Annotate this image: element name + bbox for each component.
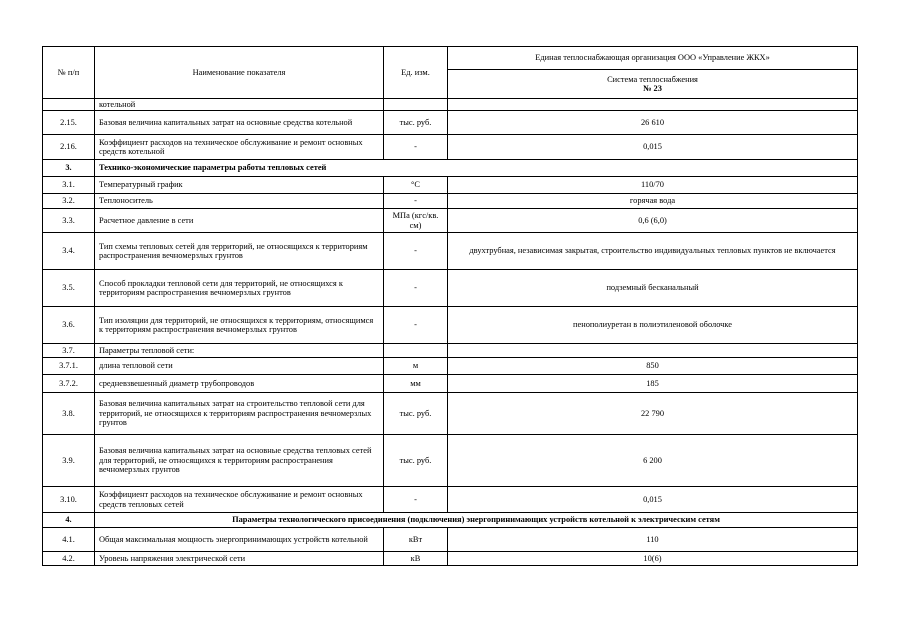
table-row: [43, 358, 858, 375]
table-row: [43, 270, 858, 307]
row-num: 3.8.: [43, 393, 95, 435]
header-system-label: Система теплоснабжения: [607, 74, 698, 84]
row-unit: -: [384, 487, 448, 513]
row-name: средневзвешенный диаметр трубопроводов: [95, 375, 384, 393]
row-name: Базовая величина капитальных затрат на основные средства тепловых сетей для территорий, не относящихся к территориям распространения вечномерзлых грунтов: [95, 435, 384, 487]
row-num: 3.10.: [43, 487, 95, 513]
row-num: 3.7.: [43, 344, 95, 358]
row-num: [43, 99, 95, 111]
row-value: [448, 99, 858, 111]
row-num: 4.2.: [43, 552, 95, 566]
row-value: пенополиуретан в полиэтиленовой оболочке: [448, 307, 858, 344]
header-system: [448, 70, 858, 99]
row-unit: -: [384, 135, 448, 160]
section-num: 4.: [43, 513, 95, 528]
row-name: котельной: [95, 99, 384, 111]
row-name: Тип схемы тепловых сетей для территорий, не относящихся к территориям распространения вечномерзлых грунтов: [95, 233, 384, 270]
table-row: [43, 209, 858, 233]
row-num: 2.16.: [43, 135, 95, 160]
row-unit: кВт: [384, 528, 448, 552]
row-value: [448, 344, 858, 358]
row-name: Параметры тепловой сети:: [95, 344, 384, 358]
section-row: [43, 160, 858, 177]
row-num: 3.7.2.: [43, 375, 95, 393]
header-name: Наименование показателя: [95, 47, 384, 99]
row-unit: МПа (кгс/кв. см): [384, 209, 448, 233]
table-row: [43, 233, 858, 270]
row-num: 3.3.: [43, 209, 95, 233]
row-value: горячая вода: [448, 194, 858, 209]
row-name: Способ прокладки тепловой сети для территорий, не относящихся к территориям распространения вечномерзлых грунтов: [95, 270, 384, 307]
table-row: [43, 528, 858, 552]
row-unit: -: [384, 233, 448, 270]
row-name: Теплоноситель: [95, 194, 384, 209]
tariff-parameters-table: [42, 46, 858, 566]
table-row: [43, 194, 858, 209]
row-unit: тыс. руб.: [384, 435, 448, 487]
row-name: Базовая величина капитальных затрат на строительство тепловой сети для территорий, не относящихся к территориям распространения вечномерзлых грунтов: [95, 393, 384, 435]
table-row: [43, 177, 858, 194]
row-name: Уровень напряжения электрической сети: [95, 552, 384, 566]
row-num: 3.2.: [43, 194, 95, 209]
row-unit: тыс. руб.: [384, 111, 448, 135]
row-name: Тип изоляции для территорий, не относящихся к территориям, относящимся к территориям распространения вечномерзлых грунтов: [95, 307, 384, 344]
table-row: [43, 344, 858, 358]
row-unit: [384, 344, 448, 358]
row-unit: мм: [384, 375, 448, 393]
row-unit: тыс. руб.: [384, 393, 448, 435]
table-row: [43, 375, 858, 393]
section-title: Технико-экономические параметры работы тепловых сетей: [95, 160, 858, 177]
row-num: 2.15.: [43, 111, 95, 135]
row-value: 10(6): [448, 552, 858, 566]
row-unit: -: [384, 194, 448, 209]
row-value: 110: [448, 528, 858, 552]
header-org: Единая теплоснабжающая организация ООО «Управление ЖКХ»: [448, 47, 858, 70]
row-value: 22 790: [448, 393, 858, 435]
row-unit: -: [384, 307, 448, 344]
header-unit: Ед. изм.: [384, 47, 448, 99]
row-value: двухтрубная, независимая закрытая, строительство индивидуальных тепловых пунктов не включается: [448, 233, 858, 270]
row-unit: °C: [384, 177, 448, 194]
table-row: [43, 393, 858, 435]
row-name: Общая максимальная мощность энергопринимающих устройств котельной: [95, 528, 384, 552]
row-name: Температурный график: [95, 177, 384, 194]
row-unit: кВ: [384, 552, 448, 566]
row-unit: -: [384, 270, 448, 307]
row-value: 26 610: [448, 111, 858, 135]
row-value: 185: [448, 375, 858, 393]
table-row: [43, 111, 858, 135]
section-title: Параметры технологического присоединения (подключения) энергопринимающих устройств котельной к электрическим сетям: [95, 513, 858, 528]
row-num: 3.7.1.: [43, 358, 95, 375]
row-num: 3.1.: [43, 177, 95, 194]
row-value: 6 200: [448, 435, 858, 487]
table-row: [43, 487, 858, 513]
table-row: [43, 435, 858, 487]
row-name: длина тепловой сети: [95, 358, 384, 375]
row-name: Базовая величина капитальных затрат на основные средства котельной: [95, 111, 384, 135]
row-name: Расчетное давление в сети: [95, 209, 384, 233]
header-num: № п/п: [43, 47, 95, 99]
row-num: 3.9.: [43, 435, 95, 487]
row-value: 0,015: [448, 135, 858, 160]
header-system-number: № 23: [643, 84, 662, 93]
row-num: 4.1.: [43, 528, 95, 552]
row-unit: м: [384, 358, 448, 375]
row-value: 850: [448, 358, 858, 375]
row-value: 110/70: [448, 177, 858, 194]
row-unit: [384, 99, 448, 111]
row-name: Коэффициент расходов на техническое обслуживание и ремонт основных средств котельной: [95, 135, 384, 160]
table-row: [43, 307, 858, 344]
section-num: 3.: [43, 160, 95, 177]
table-row: [43, 552, 858, 566]
row-value: 0,6 (6,0): [448, 209, 858, 233]
row-value: подземный бесканальный: [448, 270, 858, 307]
section-row: [43, 513, 858, 528]
table-row: [43, 135, 858, 160]
row-name: Коэффициент расходов на техническое обслуживание и ремонт основных средств тепловых сетей: [95, 487, 384, 513]
row-num: 3.4.: [43, 233, 95, 270]
row-num: 3.6.: [43, 307, 95, 344]
row-value: 0,015: [448, 487, 858, 513]
table-row: [43, 99, 858, 111]
row-num: 3.5.: [43, 270, 95, 307]
